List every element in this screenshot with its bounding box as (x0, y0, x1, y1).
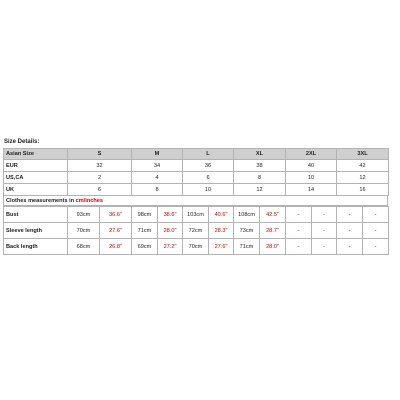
cm-cell: 103cm (183, 207, 209, 223)
header-cell: Asian Size (4, 149, 68, 160)
inch-cell: 28.7" (260, 223, 286, 239)
size-cell: 8 (132, 184, 183, 196)
cm-cell: 68cm (68, 239, 100, 255)
header-cell: L (183, 149, 234, 160)
size-cell: 42 (337, 160, 389, 172)
empty-cell: - (363, 223, 389, 239)
measurements-unit: cm/inches (75, 198, 104, 204)
inch-cell: 28.0" (260, 239, 286, 255)
size-header-row (4, 149, 389, 160)
size-cell: 8 (234, 172, 286, 184)
size-cell: 40 (286, 160, 337, 172)
inch-cell: 26.8" (100, 239, 132, 255)
empty-cell: - (337, 207, 363, 223)
empty-cell: - (286, 207, 312, 223)
inch-cell: 36.6" (100, 207, 132, 223)
empty-cell: - (337, 239, 363, 255)
inch-cell: 40.6" (209, 207, 234, 223)
size-cell: 6 (183, 172, 234, 184)
empty-cell: - (363, 239, 389, 255)
empty-cell: - (312, 239, 337, 255)
inch-cell: 38.6" (158, 207, 183, 223)
size-cell: 14 (286, 184, 337, 196)
inch-cell: 28.3" (209, 223, 234, 239)
cm-cell: 73cm (234, 223, 260, 239)
empty-cell: - (312, 223, 337, 239)
header-cell: S (68, 149, 132, 160)
size-cell: 4 (132, 172, 183, 184)
empty-cell: - (363, 207, 389, 223)
inch-cell: 28.0" (158, 223, 183, 239)
measurements-table (3, 206, 389, 255)
size-cell: 34 (132, 160, 183, 172)
size-row-uk (4, 184, 389, 196)
measurements-heading-text: Clothes measurements in (6, 198, 76, 204)
size-cell: 10 (183, 184, 234, 196)
measurement-row-back-length (4, 239, 389, 255)
cm-cell: 71cm (132, 223, 158, 239)
row-label: Sleeve length (4, 223, 68, 239)
empty-cell: - (337, 223, 363, 239)
cm-cell: 71cm (234, 239, 260, 255)
cm-cell: 72cm (183, 223, 209, 239)
inch-cell: 42.5" (260, 207, 286, 223)
cm-cell: 93cm (68, 207, 100, 223)
size-row-eur (4, 160, 389, 172)
size-row-us-ca (4, 172, 389, 184)
size-cell: 38 (234, 160, 286, 172)
row-label: EUR (4, 160, 68, 172)
empty-cell: - (312, 207, 337, 223)
header-cell: 3XL (337, 149, 389, 160)
size-chart (3, 138, 388, 255)
header-cell: 2XL (286, 149, 337, 160)
row-label: Bust (4, 207, 68, 223)
size-cell: 36 (183, 160, 234, 172)
inch-cell: 27.2" (158, 239, 183, 255)
size-cell: 16 (337, 184, 389, 196)
measurement-row-bust (4, 207, 389, 223)
row-label: US,CA (4, 172, 68, 184)
size-cell: 2 (68, 172, 132, 184)
header-cell: M (132, 149, 183, 160)
size-conversion-table (3, 148, 389, 196)
empty-cell: - (286, 223, 312, 239)
measurements-heading (3, 196, 388, 206)
size-cell: 12 (337, 172, 389, 184)
size-cell: 32 (68, 160, 132, 172)
cm-cell: 69cm (132, 239, 158, 255)
row-label: UK (4, 184, 68, 196)
size-details-title: Size Details: (4, 139, 40, 145)
row-label: Back length (4, 239, 68, 255)
inch-cell: 27.6" (100, 223, 132, 239)
header-cell: XL (234, 149, 286, 160)
empty-cell: - (286, 239, 312, 255)
inch-cell: 27.6" (209, 239, 234, 255)
measurement-row-sleeve-length (4, 223, 389, 239)
size-cell: 6 (68, 184, 132, 196)
cm-cell: 108cm (234, 207, 260, 223)
cm-cell: 70cm (68, 223, 100, 239)
cm-cell: 98cm (132, 207, 158, 223)
cm-cell: 70cm (183, 239, 209, 255)
size-cell: 10 (286, 172, 337, 184)
size-cell: 12 (234, 184, 286, 196)
